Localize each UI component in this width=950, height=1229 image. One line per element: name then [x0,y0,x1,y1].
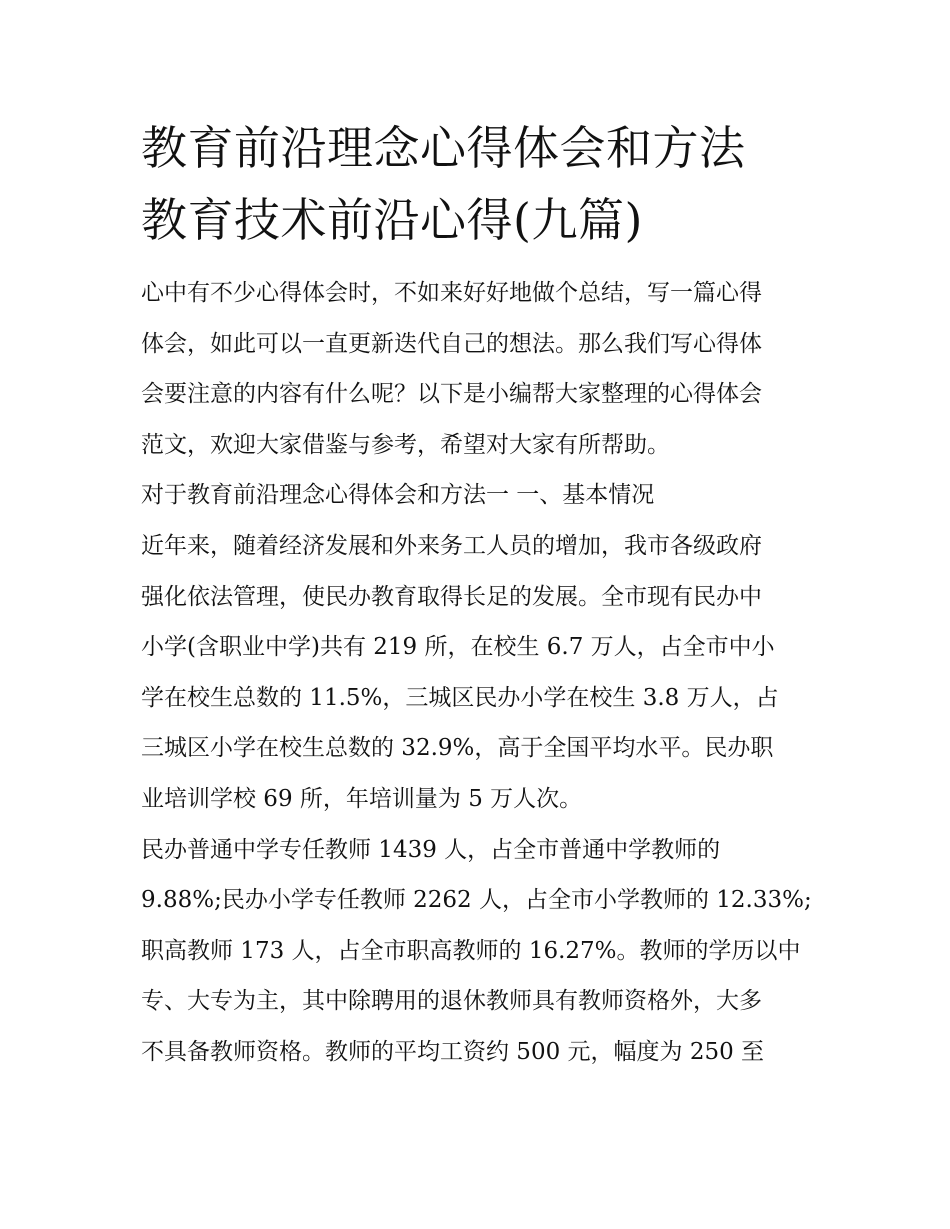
text-line: 专、大专为主，其中除聘用的退休教师具有教师资格外，大多 [141,988,762,1015]
text-line: 职高教师 173 人，占全市职高教师的 16.27%。教师的学历以中 [141,937,801,964]
text-line: 三城区小学在校生总数的 32.9%，高于全国平均水平。民办职 [141,735,774,762]
text-line: 不具备教师资格。教师的平均工资约 500 元，幅度为 250 至 [141,1038,765,1065]
document-title [141,112,821,256]
text-line: 强化依法管理，使民办教育取得长足的发展。全市现有民办中 [141,583,762,610]
basic-situation-paragraph [141,521,821,825]
text-line: 学在校生总数的 11.5%，三城区民办小学在校生 3.8 万人，占 [141,684,779,711]
text-line: 体会，如此可以一直更新迭代自己的想法。那么我们写心得体 [141,330,762,357]
text-line: 业培训学校 69 所，年培训量为 5 万人次。 [141,785,583,812]
title-line-1: 教育前沿理念心得体会和方法 [141,121,746,175]
text-line: 小学(含职业中学)共有 219 所，在校生 6.7 万人，占全市中小 [141,634,775,661]
document-body [141,268,821,1078]
teachers-paragraph [141,825,821,1078]
text-line: 近年来，随着经济发展和外来务工人员的增加，我市各级政府 [141,532,762,559]
document-content [141,112,821,1078]
text-line: 9.88%;民办小学专任教师 2262 人，占全市小学教师的 12.33%; [141,887,812,914]
intro-paragraph [141,268,821,470]
text-line: 民办普通中学专任教师 1439 人，占全市普通中学教师的 [141,836,721,863]
title-line-2: 教育技术前沿心得(九篇) [141,193,643,247]
text-line: 范文，欢迎大家借鉴与参考，希望对大家有所帮助。 [141,431,670,458]
text-line: 对于教育前沿理念心得体会和方法一 一、基本情况 [141,482,655,509]
text-line: 心中有不少心得体会时，不如来好好地做个总结，写一篇心得 [141,280,762,306]
section-heading-paragraph [141,470,821,521]
text-line: 会要注意的内容有什么呢？以下是小编帮大家整理的心得体会 [141,381,762,408]
